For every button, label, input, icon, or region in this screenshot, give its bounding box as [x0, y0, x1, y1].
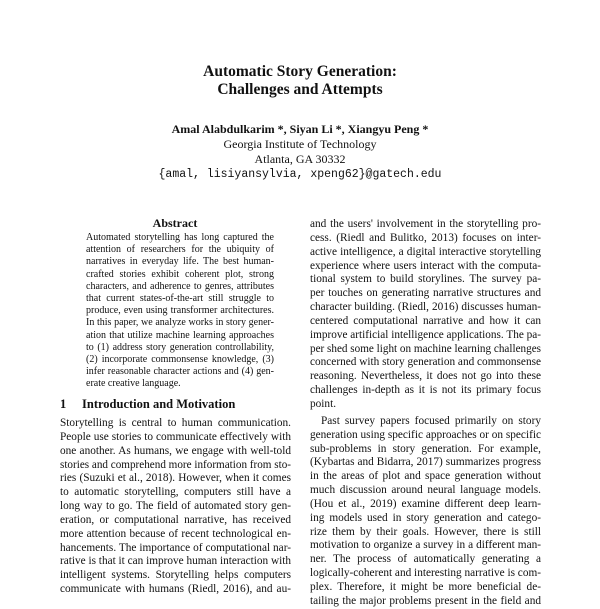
text-line: ing models used in story generation and catego-	[310, 511, 541, 524]
text-line: ation that utilize machine learning approaches	[86, 329, 274, 341]
text-line: ner. The process of automatically generating a	[310, 553, 541, 566]
text-line: tional system to build storylines. The survey pa-	[310, 273, 541, 286]
text-line: In this paper, we analyze works in story gener-	[86, 317, 274, 329]
text-line: experience where users interact with the computa-	[310, 259, 541, 272]
text-line: reasoning. Nevertheless, it does not go into these	[310, 370, 541, 383]
text-line: one another. As humans, we engage with well-told	[60, 444, 291, 457]
text-line: to (1) address story generation controllability,	[86, 341, 274, 353]
affiliation: Georgia Institute of Technology	[223, 137, 377, 151]
text-line: hancements. The importance of computational nar-	[60, 541, 291, 554]
text-line: erate creative language.	[86, 378, 181, 390]
text-line: crafted stories exhibit coherent plot, strong	[86, 268, 274, 280]
text-line: Storytelling is central to human communication.	[60, 417, 291, 429]
text-line: generation using specific approaches or on specific	[310, 428, 541, 441]
text-line: long way to go. The field of automated story gen-	[60, 500, 291, 513]
author-block	[0, 122, 600, 182]
text-line: communicate with humans (Riedl, 2016), and au-	[60, 583, 291, 596]
text-line-content: per shed some light on machine learning challenges	[310, 342, 542, 355]
text-line-content: stories and comprehend more information from sto-	[60, 458, 292, 471]
text-line: motivation to organize a survey in a different man-	[310, 539, 541, 552]
paper-title	[0, 63, 600, 99]
text-line: ries (Suzuki et al., 2018). However, when it comes	[60, 472, 291, 485]
text-line-content: improve artificial intelligence applications. The pa-	[310, 328, 541, 341]
title-line: Automatic Story Generation:	[203, 63, 397, 80]
text-line: centered computational narrative and how it can	[310, 314, 541, 327]
author-emails: {amal, lisiyansylvia, xpeng62}@gatech.edu	[158, 168, 442, 181]
text-line: (2) incorporate commonsense knowledge, (3)	[86, 354, 274, 366]
abstract-body	[86, 232, 274, 391]
text-line	[310, 329, 541, 343]
text-line: narratives in everyday life. The best human-	[86, 256, 274, 268]
text-line: People use stories to communicate effectively with	[60, 430, 291, 443]
text-line: produce, even using transformer architectures.	[86, 305, 274, 317]
section-number: 1	[60, 397, 67, 411]
text-line: (Hou et al., 2019) examine different deep learn-	[310, 497, 541, 510]
text-line: tailing the major problems present in the field and	[310, 594, 541, 607]
text-line: rize them by their goals. However, there is still	[310, 525, 541, 538]
text-line-content: rative is that it can improve human interaction with	[60, 555, 291, 568]
text-line: cess. (Riedl and Bulitko, 2013) focuses on inter-	[310, 231, 541, 244]
section-title: Introduction and Motivation	[82, 397, 236, 411]
text-line: in the areas of plot and space generation without	[310, 470, 541, 483]
text-line: per touches on generating narrative structures and	[310, 287, 541, 300]
right-column-body	[310, 218, 541, 609]
text-line	[310, 567, 541, 581]
text-line: and the users' involvement in the storytelling pro-	[310, 218, 541, 230]
text-line: attention of researchers for the ubiquity of	[86, 244, 274, 256]
text-line: characters, and adherence to genres, attributes	[86, 280, 274, 292]
text-line	[60, 555, 291, 569]
text-line: challenges in-depth as it is not its primary focus	[310, 384, 541, 397]
text-line: (Kybartas and Bidarra, 2017) summarizes progress	[310, 456, 541, 469]
text-line: more attention because of recent technological en-	[60, 527, 291, 540]
text-line: Past survey papers focused primarily on story	[321, 414, 541, 427]
text-line-content: logically-coherent and interesting narrative is com-	[310, 567, 542, 580]
text-line	[310, 343, 541, 357]
text-line	[60, 459, 291, 473]
text-line: active intelligence, a digital interactive storytelling	[310, 245, 541, 258]
abstract-heading: Abstract	[152, 216, 198, 230]
text-line: sub-problems in story generation. For example,	[310, 442, 541, 455]
address: Atlanta, GA 30332	[254, 152, 346, 166]
left-column-body	[60, 417, 291, 597]
text-line: Automated storytelling has long captured the	[86, 232, 274, 243]
text-line: infer reasonable character actions and (4) gen-	[86, 366, 274, 378]
text-line: point.	[310, 397, 337, 410]
text-line: character building. (Riedl, 2016) discusses human-	[310, 301, 541, 314]
text-line: intelligent systems. Storytelling helps computers	[60, 569, 291, 582]
title-line: Challenges and Attempts	[217, 81, 383, 98]
section-heading	[60, 397, 235, 412]
author-names: Amal Alabdulkarim *, Siyan Li *, Xiangyu Peng *	[171, 122, 429, 136]
text-line: to automatic storytelling, computers still have a	[60, 486, 291, 499]
text-line: that current states-of-the-art still struggle to	[86, 293, 274, 305]
text-line: eration, or computational narrative, has received	[60, 513, 291, 526]
text-line	[310, 356, 541, 370]
text-line: plex. Therefore, it might be more beneficial de-	[310, 580, 541, 593]
text-line: much discussion around neural language models.	[310, 484, 541, 497]
text-line-content: concerned with story generation and commonsense	[310, 356, 541, 369]
